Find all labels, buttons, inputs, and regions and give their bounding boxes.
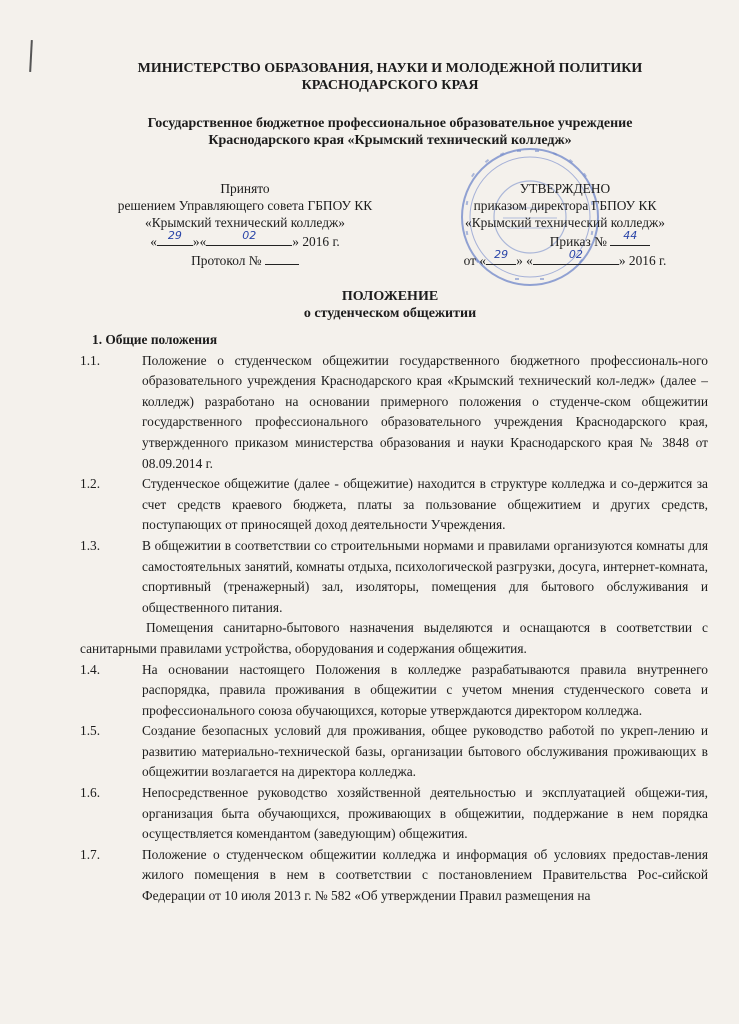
paragraph-text: Непосредственное руководство хозяйственной деятельностью и эксплуатацией общежи-тия, организация быта обучающихся, проживающих в общежитии, поддержание в нем порядка осуществляется комендантом (заведующим) общежития. [142,785,708,842]
approval-right-date: от « 29 » « 02 » 2016 г. [463,248,667,268]
college-header [80,115,700,149]
protocol-blank [265,250,299,265]
paragraph-text: Создание безопасных условий для проживания, общее руководство работой по укреп-лению и развитию материально-технической базы, организации бытового обслуживания проживающих в общежитии возлагается на директора колледжа. [142,723,708,780]
approval-left-date: « 29 »« 02 » 2016 г. [150,229,340,249]
title-line-1: ПОЛОЖЕНИЕ [341,289,439,304]
approval-left-line-1: Принято [220,181,270,196]
approval-right-line-2: приказом директора ГБПОУ КК [473,198,657,213]
ministry-header [80,60,700,94]
paragraph-number: 1.7. [80,846,101,862]
document-body [80,330,708,907]
paragraph-1-6 [80,783,708,845]
right-day-blank [486,250,516,265]
paragraph-number: 1.2. [80,476,101,492]
approval-right-line-3: «Крымский технический колледж» [465,215,665,230]
paragraph-number: 1.3. [80,537,101,553]
paragraph-number: 1.1. [80,352,101,368]
handwritten-right-day: 29 [494,248,509,261]
handwritten-day: 29 [167,229,182,242]
paragraph-1-4 [80,660,708,722]
paragraph-text: На основании настоящего Положения в колледже разрабатываются правила внутреннего распорядка, правила проживания в общежитии с учетом мнения студенческого совета и профессионального союза обучающихся, которые утверждаются директором колледжа. [142,661,708,718]
month-blank [206,231,292,246]
paragraph-number: 1.6. [80,785,101,801]
approval-left-line-2: решением Управляющего совета ГБПОУ КК [117,198,373,213]
paragraph-text: Положение о студенческом общежитии колледжа и информация об условиях предостав-ления жилого помещения в нем в соответствии с постановлением Правительства Рос-сийской Федерации от 10 июля 2013 г. № 582 «Об утверждении Правил размещения на [142,846,708,904]
title-line-2: о студенческом общежитии [303,306,477,321]
paragraph-1-1 [80,351,708,475]
approval-left-protocol: Протокол № [100,250,390,269]
order-blank [610,231,650,246]
ministry-line-2: КРАСНОДАРСКОГО КРАЯ [301,78,479,93]
paragraph-text: Студенческое общежитие (далее - общежитие) находится в структуре колледжа и со-держится за счет средств краевого бюджета, платы за пользование общежитием и других средств, поступающих от приносящей доход деятельности Учреждения. [142,476,708,533]
paragraph-number: 1.5. [80,723,101,739]
approval-right-order: Приказ № 44 [440,231,690,250]
right-month-blank [533,250,619,265]
college-line-1: Государственное бюджетное профессиональное образовательное учреждение [147,116,633,131]
paragraph-1-2 [80,474,708,536]
paragraph-1-5 [80,721,708,783]
college-line-2: Краснодарского края «Крымский технический колледж» [208,133,572,148]
approval-right-line-1: УТВЕРЖДЕНО [519,181,611,196]
paragraph-text: В общежитии в соответствии со строительными нормами и правилами организуются комнаты для самостоятельных занятий, комнаты отдыха, психологической разгрузки, досуга, интернет-комната, спортивный (тренажерный) зал, изоляторы, помещения для бытового обслуживания и общественного питания. [142,537,708,615]
paragraph-1-7 [80,845,708,907]
document-title [80,288,700,322]
paragraph-1-3 [80,536,708,618]
approval-left-block [100,180,390,269]
paragraph-number: 1.4. [80,661,101,677]
handwritten-right-month: 02 [568,248,583,261]
margin-pen-mark [29,40,33,72]
paragraph-1-3-continuation: Помещения санитарно-бытового назначения выделяются и оснащаются в соответствии с санитарными правилами устройства, оборудования и содержания общежития. [80,620,708,656]
paragraph-text: Положение о студенческом общежитии государственного бюджетного профессиональ-ного образовательного учреждения Краснодарского края «Крымский технический кол-ледж» (далее – колледж) разработано на основании примерного положения о студенче-ском общежитии государственного профессионального образовательного учреждения Краснодарского края, утвержденного приказом министерства образования и науки Краснодарского края № 3848 от 08.09.2014 г. [142,352,708,471]
handwritten-month: 02 [242,229,257,242]
day-blank [157,231,193,246]
approval-right-block [440,180,690,269]
ministry-line-1: МИНИСТЕРСТВО ОБРАЗОВАНИЯ, НАУКИ И МОЛОДЕЖНОЙ ПОЛИТИКИ [137,61,643,76]
section-heading: 1. Общие положения [92,332,218,347]
approval-left-line-3: «Крымский технический колледж» [145,215,345,230]
handwritten-order-number: 44 [623,229,638,242]
